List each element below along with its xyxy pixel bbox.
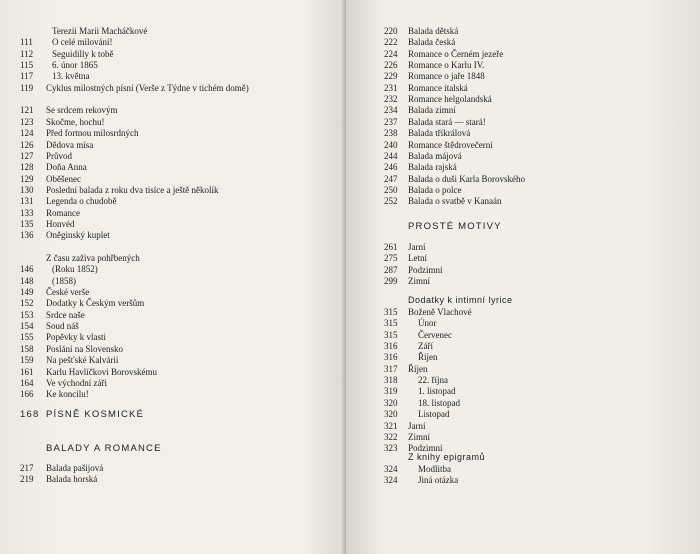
toc-title: Oběšenec	[46, 173, 81, 184]
toc-page-number: 238	[384, 128, 398, 139]
toc-title: (Roku 1852)	[52, 264, 98, 275]
toc-title: Na pešťské Kalvárii	[46, 355, 119, 366]
toc-title: Podzimní	[408, 443, 443, 454]
toc-page-number: 154	[20, 321, 34, 332]
toc-title: Říjen	[418, 352, 438, 363]
toc-title: Balada stará — stará!	[408, 116, 486, 127]
toc-page-number: 129	[20, 173, 34, 184]
toc-page-number: 112	[20, 48, 34, 59]
toc-page-number: 115	[20, 60, 34, 71]
toc-title: Ke koncilu!	[46, 389, 89, 400]
toc-page-number: 224	[384, 48, 398, 59]
toc-title: Boženě Vlachové	[408, 307, 472, 317]
toc-page-number: 240	[384, 139, 398, 150]
toc-title: 22. října	[418, 375, 448, 386]
toc-page-number: 117	[20, 71, 34, 82]
toc-page-number: 159	[20, 355, 34, 366]
section-heading-pisne-kosmicke: PÍSNĚ KOSMICKÉ	[46, 409, 145, 420]
toc-page-number: 155	[20, 332, 34, 343]
toc-title: Jarní	[408, 242, 426, 252]
toc-page-number: 318	[384, 375, 398, 386]
toc-title: Balada o duši Karla Borovského	[408, 173, 525, 184]
toc-title: Romance helgolandská	[408, 94, 492, 105]
toc-title: Ve východní záři	[46, 377, 107, 388]
toc-page-number: 246	[384, 162, 398, 173]
toc-page-number: 317	[384, 363, 398, 374]
toc-page-number: 124	[20, 128, 34, 139]
toc-page-number: 131	[20, 196, 34, 207]
toc-title: Balada májová	[408, 150, 462, 161]
toc-page-number: 275	[384, 253, 398, 264]
subhead-epigramu: Z knihy epigramů	[408, 452, 486, 462]
toc-page-number: 133	[20, 207, 34, 218]
section-heading-balady-a-romance: BALADY A ROMANCE	[46, 443, 162, 454]
toc-title: Doňa Anna	[46, 162, 87, 173]
toc-title: Zimní	[408, 431, 430, 442]
toc-title: Září	[418, 341, 433, 352]
toc-title: Balada horská	[46, 474, 98, 485]
toc-title: Letní	[408, 253, 427, 264]
toc-page-number: 123	[20, 116, 34, 127]
toc-title: Balada rajská	[408, 162, 457, 173]
toc-page-number: 111	[20, 37, 33, 48]
toc-title: Balada dětská	[408, 26, 459, 36]
toc-title: Únor	[418, 318, 437, 329]
toc-page-number: 153	[20, 309, 34, 320]
toc-title: Honvéd	[46, 218, 75, 229]
toc-page-number: 220	[384, 26, 398, 36]
toc-title: Jiná otázka	[418, 475, 459, 486]
toc-title: Srdce naše	[46, 309, 85, 320]
toc-page-number: 121	[20, 105, 34, 116]
toc-page-number: 135	[20, 218, 34, 229]
toc-page-number: 250	[384, 184, 398, 195]
toc-page-number: 315	[384, 329, 398, 340]
toc-title: Balada zimní	[408, 105, 456, 116]
toc-title: O celé milování!	[52, 37, 113, 48]
toc-title: Podzimní	[408, 264, 443, 275]
toc-page-number: 237	[384, 116, 398, 127]
toc-title: Balada o svatbě v Kanaán	[408, 196, 502, 207]
toc-title: Poslání na Slovensko	[46, 343, 124, 354]
toc-page-number: 226	[384, 60, 398, 71]
toc-title: Před fortnou milosrdných	[46, 128, 139, 139]
toc-page-number: 232	[384, 94, 398, 105]
toc-title: Průvod	[46, 150, 73, 161]
toc-title: Jarní	[408, 420, 426, 431]
toc-page-number: 323	[384, 443, 398, 454]
toc-page-number: 222	[384, 37, 398, 48]
toc-page-number: 324	[384, 464, 398, 474]
toc-title: Romance štědrovečerní	[408, 139, 493, 150]
right-page	[346, 0, 700, 554]
toc-page-number: 320	[384, 409, 398, 420]
toc-title: 13. května	[52, 71, 90, 82]
toc-title: Soud náš	[46, 321, 79, 332]
toc-page-number: 130	[20, 184, 34, 195]
toc-title: Zimní	[408, 276, 430, 287]
toc-page-number: 324	[384, 475, 398, 486]
toc-title: Romance o jaře 1848	[408, 71, 485, 82]
toc-page-number: 126	[20, 139, 34, 150]
toc-page-number: 316	[384, 352, 398, 363]
toc-title: Červenec	[418, 329, 452, 340]
toc-title: Cyklus milostných písní (Verše z Týdne v tichém domě)	[46, 82, 249, 93]
toc-page-number: 315	[384, 318, 398, 329]
section-page-number: 168	[20, 409, 40, 420]
toc-page-number: 152	[20, 298, 34, 309]
toc-title: Skočme, hochu!	[46, 116, 105, 127]
toc-page-number: 319	[384, 386, 398, 397]
toc-page-number: 321	[384, 420, 398, 431]
toc-page-number: 287	[384, 264, 398, 275]
toc-title: 18. listopad	[418, 397, 460, 408]
toc-title: Romance o Karlu IV.	[408, 60, 485, 71]
toc-title: Modlitba	[418, 464, 451, 474]
toc-title: Popěvky k vlasti	[46, 332, 106, 343]
toc-title: Balada o polce	[408, 184, 462, 195]
toc-page-number: 247	[384, 173, 398, 184]
toc-page-number: 166	[20, 389, 34, 400]
toc-page-number: 158	[20, 343, 34, 354]
toc-page-number: 322	[384, 431, 398, 442]
toc-title: 1. listopad	[418, 386, 456, 397]
toc-page-number: 316	[384, 341, 398, 352]
toc-page-number: 234	[384, 105, 398, 116]
left-page	[0, 0, 346, 554]
toc-page-number: 244	[384, 150, 398, 161]
toc-title: Romance italská	[408, 82, 468, 93]
toc-page-number: 164	[20, 377, 34, 388]
toc-page-number: 229	[384, 71, 398, 82]
toc-title: Romance	[46, 207, 80, 218]
toc-title: Terezii Marii Macháčkové	[52, 26, 148, 36]
toc-page-number: 315	[384, 307, 398, 317]
toc-page-number: 148	[20, 275, 34, 286]
toc-title: Karlu Havlíčkovi Borovskému	[46, 366, 157, 377]
toc-page-number: 219	[20, 474, 34, 485]
toc-title: Balada tříkrálová	[408, 128, 471, 139]
toc-page-number: 119	[20, 82, 34, 93]
toc-page-number: 146	[20, 264, 34, 275]
toc-title: Balada česká	[408, 37, 456, 48]
toc-title: 6. únor 1865	[52, 60, 98, 71]
toc-title: Balada pašijová	[46, 463, 104, 473]
subhead-dodatky: Dodatky k intimní lyrice	[408, 295, 513, 305]
toc-title: Poslední balada z roku dva tisíce a ještě několik	[46, 184, 219, 195]
toc-title: Říjen	[408, 363, 428, 374]
toc-page-number: 161	[20, 366, 34, 377]
toc-page-number: 231	[384, 82, 398, 93]
toc-title: České verše	[46, 287, 90, 298]
toc-page-number: 299	[384, 276, 398, 287]
section-heading-proste-motivy: PROSTÉ MOTIVY	[408, 221, 502, 232]
toc-title: Seguidilly k tobě	[52, 48, 114, 59]
toc-page-number: 261	[384, 242, 398, 252]
toc-title: Se srdcem rekovým	[46, 105, 118, 116]
toc-title: (1858)	[52, 275, 76, 286]
toc-page-number: 149	[20, 287, 34, 298]
toc-page-number: 127	[20, 150, 34, 161]
toc-page-number: 217	[20, 463, 34, 473]
toc-title: Dědova mísa	[46, 139, 94, 150]
toc-title: Romance o Černém jezeře	[408, 48, 504, 59]
toc-title: Legenda o chudobě	[46, 196, 117, 207]
toc-page-number: 128	[20, 162, 34, 173]
toc-page-number: 136	[20, 230, 34, 241]
toc-title: Listopad	[418, 409, 450, 420]
toc-title: Z času zaživa pohřbených	[46, 253, 140, 263]
toc-page-number: 320	[384, 397, 398, 408]
toc-page-number: 252	[384, 196, 398, 207]
toc-title: Oněginský kuplet	[46, 230, 110, 241]
toc-title: Dodatky k Českým veršům	[46, 298, 145, 309]
